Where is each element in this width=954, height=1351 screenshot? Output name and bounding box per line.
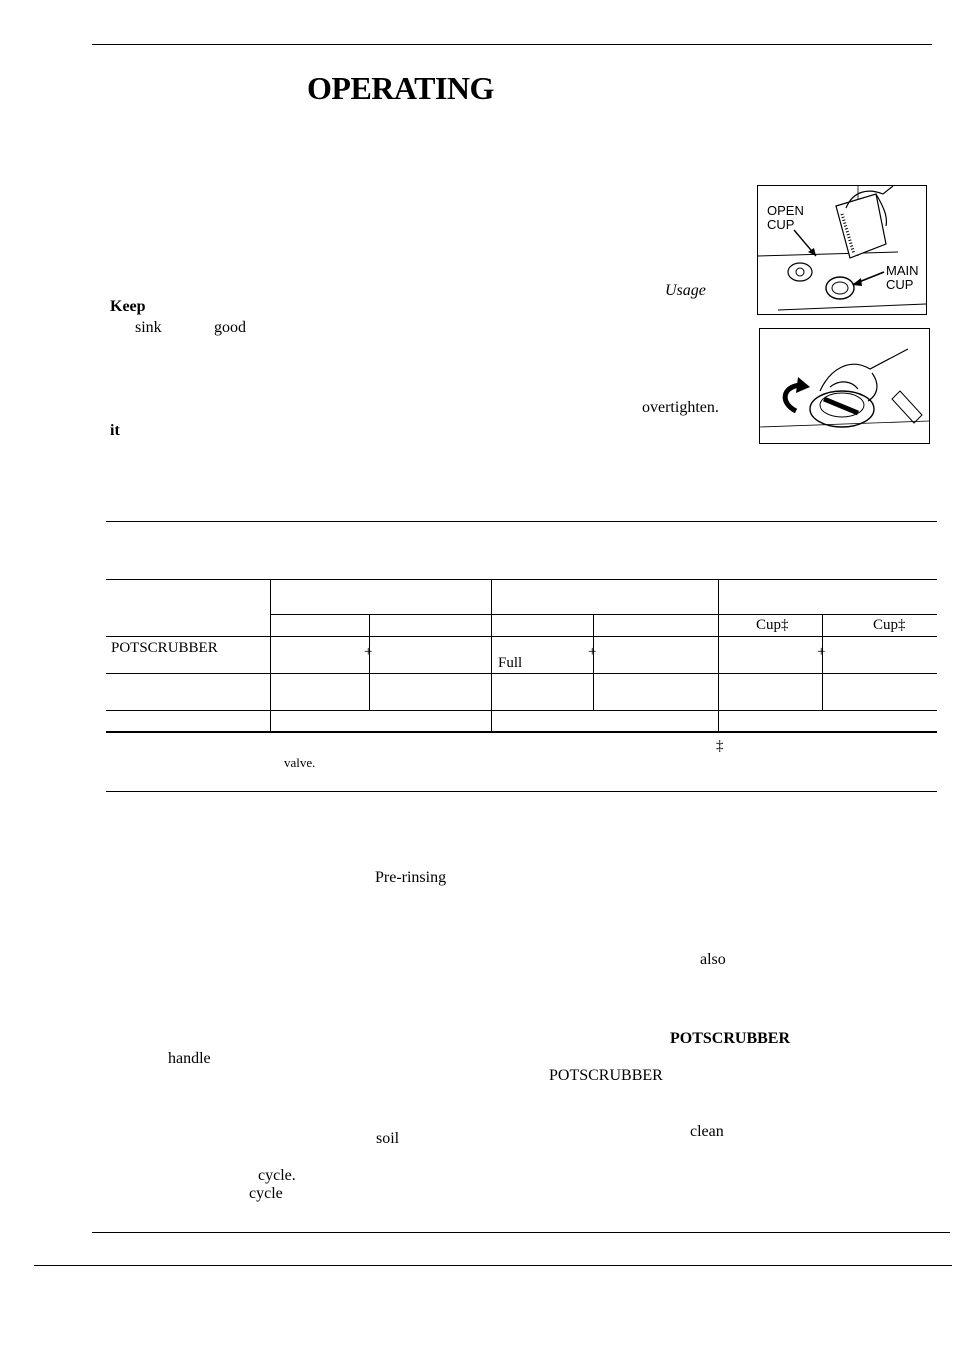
table-row1-label: POTSCRUBBER — [111, 640, 218, 656]
body-usage: Usage — [665, 282, 706, 299]
table-col-divider-2 — [491, 579, 492, 731]
table-header-cup-a: Cup‡ — [756, 617, 789, 633]
table-row2-bottom-rule — [106, 710, 937, 711]
table-top-rule — [106, 579, 937, 580]
lower-clean: clean — [690, 1123, 724, 1140]
main-cup-label: MAIN CUP — [886, 263, 919, 292]
close-cup-figure — [759, 328, 930, 444]
body-it: it — [110, 422, 120, 439]
table-row1-plus-2: + — [588, 644, 597, 660]
table-footnote-mark: ‡ — [716, 738, 724, 754]
table-col-divider-1 — [270, 579, 271, 731]
table-row1-bottom-rule — [106, 673, 937, 674]
table-row1-plus-1: + — [364, 644, 373, 660]
table-row1-full: Full — [498, 655, 523, 671]
top-rule — [92, 44, 932, 45]
table-subheader-rule — [271, 614, 937, 615]
open-cup-label: OPEN CUP — [767, 203, 804, 232]
lower-cycle: cycle — [249, 1185, 283, 1202]
lower-potscrubber: POTSCRUBBER — [549, 1067, 663, 1084]
detergent-cup-figure — [757, 185, 927, 315]
table-header-cup-b: Cup‡ — [873, 617, 906, 633]
table-section-end-rule — [106, 791, 937, 792]
lower-also: also — [700, 951, 726, 968]
table-bottom-rule — [106, 731, 937, 733]
close-cup-illustration — [760, 329, 929, 443]
lower-pre-rinsing: Pre-rinsing — [375, 869, 447, 886]
table-subcol-divider-3 — [822, 614, 823, 710]
table-row1-plus-3: + — [817, 644, 826, 660]
table-footnote-valve: valve. — [284, 755, 316, 770]
page-title: OPERATING — [307, 70, 494, 106]
bottom-rule-1 — [92, 1232, 950, 1233]
lower-cycle-dot: cycle. — [258, 1167, 296, 1184]
lower-soil: soil — [376, 1130, 400, 1147]
table-subcol-divider-2 — [593, 614, 594, 710]
body-good: good — [214, 319, 246, 336]
table-col-divider-3 — [718, 579, 719, 731]
body-keep: Keep — [110, 298, 146, 315]
bottom-rule-2 — [34, 1265, 952, 1266]
lower-potscrubber-bold: POTSCRUBBER — [670, 1030, 791, 1047]
lower-handle: handle — [168, 1050, 211, 1067]
section-rule — [106, 521, 937, 522]
table-subcol-divider-1 — [369, 614, 370, 710]
table-header-bottom-rule — [106, 636, 937, 637]
body-overtighten: overtighten. — [642, 399, 719, 416]
body-sink: sink — [135, 319, 162, 336]
